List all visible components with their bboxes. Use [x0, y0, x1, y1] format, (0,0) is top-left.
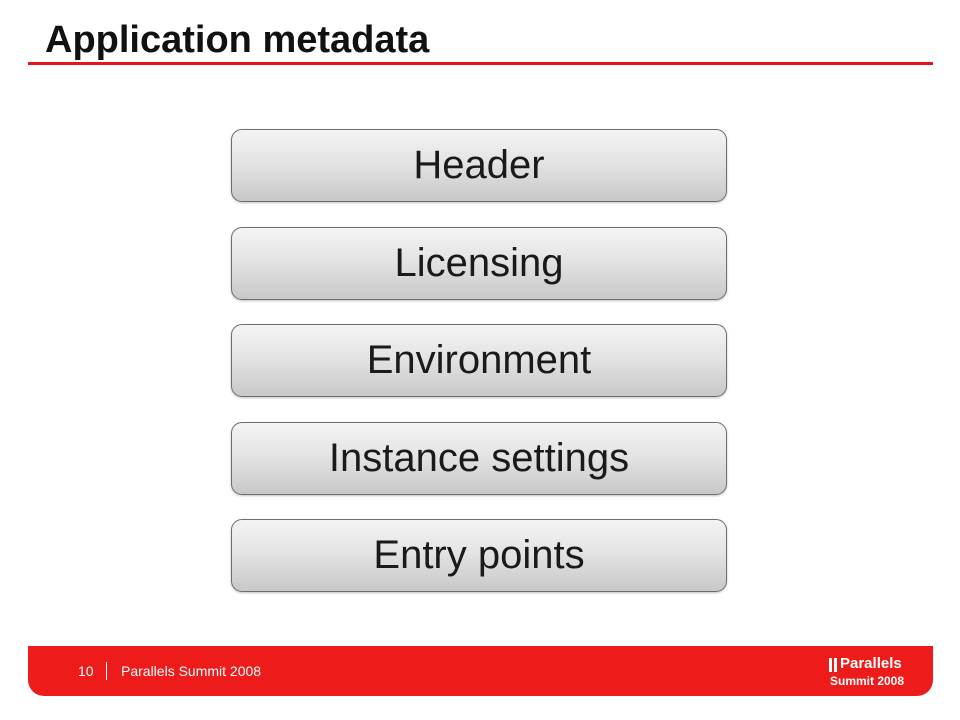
logo-subtitle-text: Summit 2008: [830, 674, 905, 688]
logo-brand-text: Parallels: [840, 655, 902, 672]
slide-footer: [28, 646, 933, 696]
metadata-item-header: [231, 129, 727, 202]
metadata-item-instance-settings: [231, 422, 727, 495]
metadata-item-licensing: [231, 227, 727, 300]
metadata-item-label: Licensing: [394, 240, 564, 285]
parallels-bars-icon: [829, 658, 839, 672]
title-underline: [28, 62, 933, 65]
metadata-item-label: Instance settings: [328, 435, 630, 480]
metadata-item-environment: [231, 324, 727, 397]
slide-title: Application metadata: [45, 19, 430, 61]
metadata-item-label: Entry points: [373, 533, 585, 577]
event-name: Parallels Summit 2008: [121, 663, 262, 679]
metadata-item-label: Header: [413, 143, 545, 187]
page-number: 10: [78, 663, 94, 679]
metadata-item-label: Environment: [366, 338, 592, 382]
parallels-logo: [829, 654, 919, 690]
metadata-item-entry-points: [231, 519, 727, 592]
metadata-stack: [231, 129, 727, 617]
footer-divider: [106, 662, 107, 680]
